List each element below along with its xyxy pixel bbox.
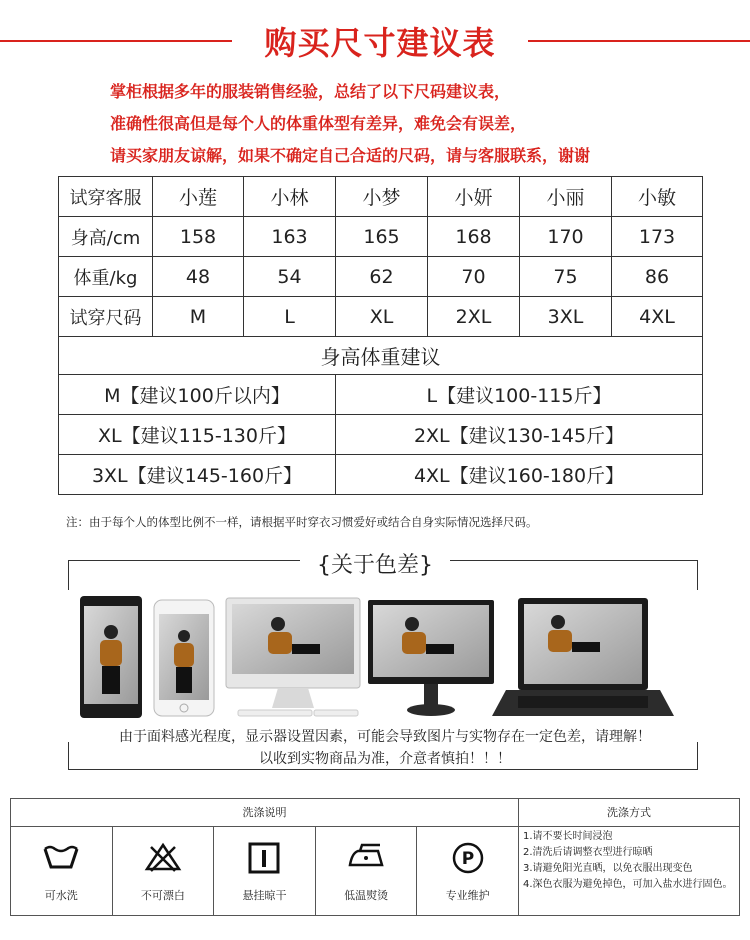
table-cell: 小丽	[520, 177, 612, 217]
table-cell: 168	[428, 217, 520, 257]
size-table	[58, 176, 703, 495]
table-cell: 小梦	[336, 177, 428, 217]
table-row	[59, 415, 703, 455]
laptop-icon	[492, 598, 674, 716]
page-title: 购买尺寸建议表	[264, 24, 496, 62]
caption-line: 由于面料感光程度，显示器设置因素，可能会导致图片与实物存在一定色差，请理解！	[119, 729, 651, 745]
row-label: 试穿客服	[59, 177, 153, 217]
row-label: 身高/cm	[59, 217, 153, 257]
device-illustrations	[78, 592, 678, 722]
wash-cell	[417, 827, 518, 915]
suggestion-cell: L【建议100-115斤】	[336, 375, 703, 415]
list-item: 4.深色衣服为避免掉色，可加入盐水进行固色。	[523, 879, 733, 890]
color-diff-title: {关于色差}	[300, 548, 450, 579]
color-diff-caption	[70, 726, 700, 770]
table-cell: 小妍	[428, 177, 520, 217]
table-cell: 3XL	[520, 297, 612, 337]
no-bleach-icon	[143, 841, 183, 873]
list-item: 1.请不要长时间浸泡	[523, 831, 613, 842]
hang-dry-icon	[247, 841, 281, 875]
table-cell: 小敏	[612, 177, 703, 217]
table-row	[59, 375, 703, 415]
table-cell: 70	[428, 257, 520, 297]
table-cell: 173	[612, 217, 703, 257]
wash-cell	[316, 827, 418, 915]
low-iron-icon	[346, 841, 386, 871]
wash-header-left: 洗涤说明	[11, 799, 519, 827]
title-rule-right	[528, 40, 750, 42]
table-row	[59, 177, 703, 217]
table-row	[59, 337, 703, 375]
table-cell: 2XL	[428, 297, 520, 337]
title-row	[0, 18, 750, 62]
table-cell: XL	[336, 297, 428, 337]
wash-table	[10, 798, 740, 916]
table-cell: 165	[336, 217, 428, 257]
table-cell: 54	[244, 257, 336, 297]
wash-label: 低温熨烫	[344, 889, 389, 902]
wash-label: 专业维护	[445, 889, 490, 902]
table-cell: 62	[336, 257, 428, 297]
table-cell: 小莲	[153, 177, 244, 217]
wash-method-list	[523, 829, 737, 893]
table-cell: 158	[153, 217, 244, 257]
table-row	[59, 257, 703, 297]
wash-cell	[11, 827, 113, 915]
phone-icon	[80, 596, 142, 718]
caption-line: 以收到实物商品为准，介意者慎拍！！！	[259, 751, 511, 767]
hand-wash-icon	[41, 841, 81, 871]
row-label: 体重/kg	[59, 257, 153, 297]
title-rule-left	[0, 40, 232, 42]
table-cell: 小林	[244, 177, 336, 217]
suggestion-cell: 3XL【建议145-160斤】	[59, 455, 336, 495]
wash-cell	[214, 827, 316, 915]
table-cell: L	[244, 297, 336, 337]
intro-line: 准确性很高但是每个人的体重体型有差异，难免会有误差，	[110, 114, 527, 133]
table-cell: 4XL	[612, 297, 703, 337]
wash-header-right: 洗涤方式	[519, 799, 739, 827]
wash-label: 不可漂白	[140, 889, 185, 902]
suggestion-title: 身高体重建议	[59, 337, 703, 375]
list-item: 3.请避免阳光直晒，以免衣服出现变色	[523, 863, 693, 874]
list-item: 2.清洗后请调整衣型进行晾晒	[523, 847, 653, 858]
suggestion-cell: M【建议100斤以内】	[59, 375, 336, 415]
table-row	[59, 297, 703, 337]
size-note: 注：由于每个人的体型比例不一样，请根据平时穿衣习惯爱好或结合自身实际情况选择尺码。	[66, 515, 538, 529]
table-cell: M	[153, 297, 244, 337]
intro-line: 掌柜根据多年的服装销售经验，总结了以下尺码建议表，	[110, 82, 511, 101]
wash-label: 悬挂晾干	[242, 889, 287, 902]
suggestion-cell: 4XL【建议160-180斤】	[336, 455, 703, 495]
table-row	[59, 455, 703, 495]
row-label: 试穿尺码	[59, 297, 153, 337]
table-row	[59, 217, 703, 257]
desktop-monitor-icon	[226, 598, 360, 716]
table-cell: 75	[520, 257, 612, 297]
wash-icon-row	[11, 827, 519, 915]
wash-cell	[113, 827, 215, 915]
intro-text	[110, 76, 730, 172]
professional-care-icon	[451, 841, 485, 875]
table-cell: 170	[520, 217, 612, 257]
suggestion-cell: XL【建议115-130斤】	[59, 415, 336, 455]
intro-line: 请买家朋友谅解，如果不确定自己合适的尺码，请与客服联系，谢谢	[110, 146, 591, 165]
suggestion-cell: 2XL【建议130-145斤】	[336, 415, 703, 455]
phone-icon	[154, 600, 214, 716]
table-cell: 86	[612, 257, 703, 297]
svg-text:P: P	[461, 849, 474, 869]
desktop-monitor-icon	[368, 600, 494, 716]
table-cell: 48	[153, 257, 244, 297]
table-cell: 163	[244, 217, 336, 257]
wash-label: 可水洗	[44, 889, 78, 902]
